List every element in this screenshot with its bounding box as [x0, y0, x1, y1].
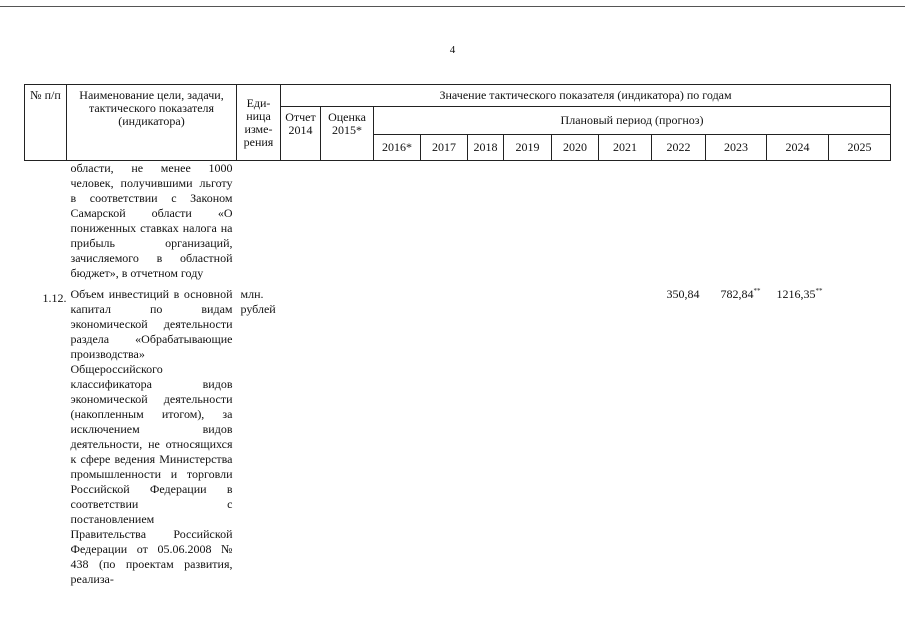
header-year-6: 2022 [652, 135, 706, 161]
header-estimate-2015: Оценка 2015* [321, 107, 374, 161]
indicator-value [552, 287, 599, 587]
table-row [25, 161, 891, 282]
header-year-8: 2024 [767, 135, 829, 161]
indicator-value [281, 287, 321, 587]
indicators-table [24, 84, 891, 587]
value-text: 1216,35 [776, 287, 816, 301]
indicator-value [468, 161, 504, 282]
indicator-value [321, 287, 374, 587]
indicator-value [829, 161, 891, 282]
value-footnote-mark: ** [815, 287, 823, 295]
indicator-value [652, 161, 706, 282]
indicator-name: Объем инвестиций в основной капитал по видам экономической деятельности раздела «Обрабатывающие производства» Общероссийского классификатора видов экономической деятельности (накопленным итогом), за исключением видов деятельности, не относящихся к сфере ведения Министерства промышленности и торговли Российской Федерации в соответствии с постановлением Правительства Российской Федерации от 05.06.2008 № 438 (по проектам развития, реализа- [70, 287, 233, 586]
indicator-value [599, 287, 652, 587]
indicator-value [706, 287, 767, 587]
indicator-value [374, 287, 421, 587]
header-year-7: 2023 [706, 135, 767, 161]
header-num: № п/п [25, 85, 67, 161]
indicator-value [468, 287, 504, 587]
indicator-value [281, 161, 321, 282]
header-year-9: 2025 [829, 135, 891, 161]
indicator-value [552, 161, 599, 282]
indicator-value [599, 161, 652, 282]
indicator-value [421, 287, 468, 587]
indicator-value [767, 161, 829, 282]
header-year-4: 2020 [552, 135, 599, 161]
page-top-rule [0, 6, 905, 7]
table-body [25, 161, 891, 588]
row-number: 1.12. [42, 291, 67, 305]
indicator-value [374, 161, 421, 282]
header-year-3: 2019 [504, 135, 552, 161]
header-year-0: 2016* [374, 135, 421, 161]
value-text: 350,84 [666, 287, 700, 301]
value-footnote-mark: ** [753, 287, 761, 295]
header-year-2: 2018 [468, 135, 504, 161]
indicator-unit: млн. рублей [240, 287, 276, 316]
indicator-value [767, 287, 829, 587]
indicator-value [829, 287, 891, 587]
row-number [25, 161, 67, 282]
table-row [25, 287, 891, 587]
indicator-value [321, 161, 374, 282]
header-unit: Единица измерения [237, 85, 281, 161]
header-values-group: Значение тактического показателя (индикатора) по годам [281, 85, 891, 107]
page-number: 4 [449, 44, 456, 56]
indicator-value [504, 161, 552, 282]
indicator-value [706, 161, 767, 282]
value-text: 782,84 [720, 287, 754, 301]
header-planned-group: Плановый период (прогноз) [374, 107, 891, 135]
indicator-unit [237, 161, 281, 282]
header-year-1: 2017 [421, 135, 468, 161]
indicator-value [652, 287, 706, 587]
header-report-2014: Отчет 2014 [281, 107, 321, 161]
indicator-name: области, не менее 1000 человек, получившими льготу в соответствии с Законом Самарской области «О пониженных ставках налога на прибыль организаций, зачисляемого в областной бюджет», в отчетном году [70, 161, 233, 280]
header-name: Наименование цели, задачи, тактического показателя (индикатора) [67, 85, 237, 161]
indicator-value [504, 287, 552, 587]
header-year-5: 2021 [599, 135, 652, 161]
indicator-value [421, 161, 468, 282]
